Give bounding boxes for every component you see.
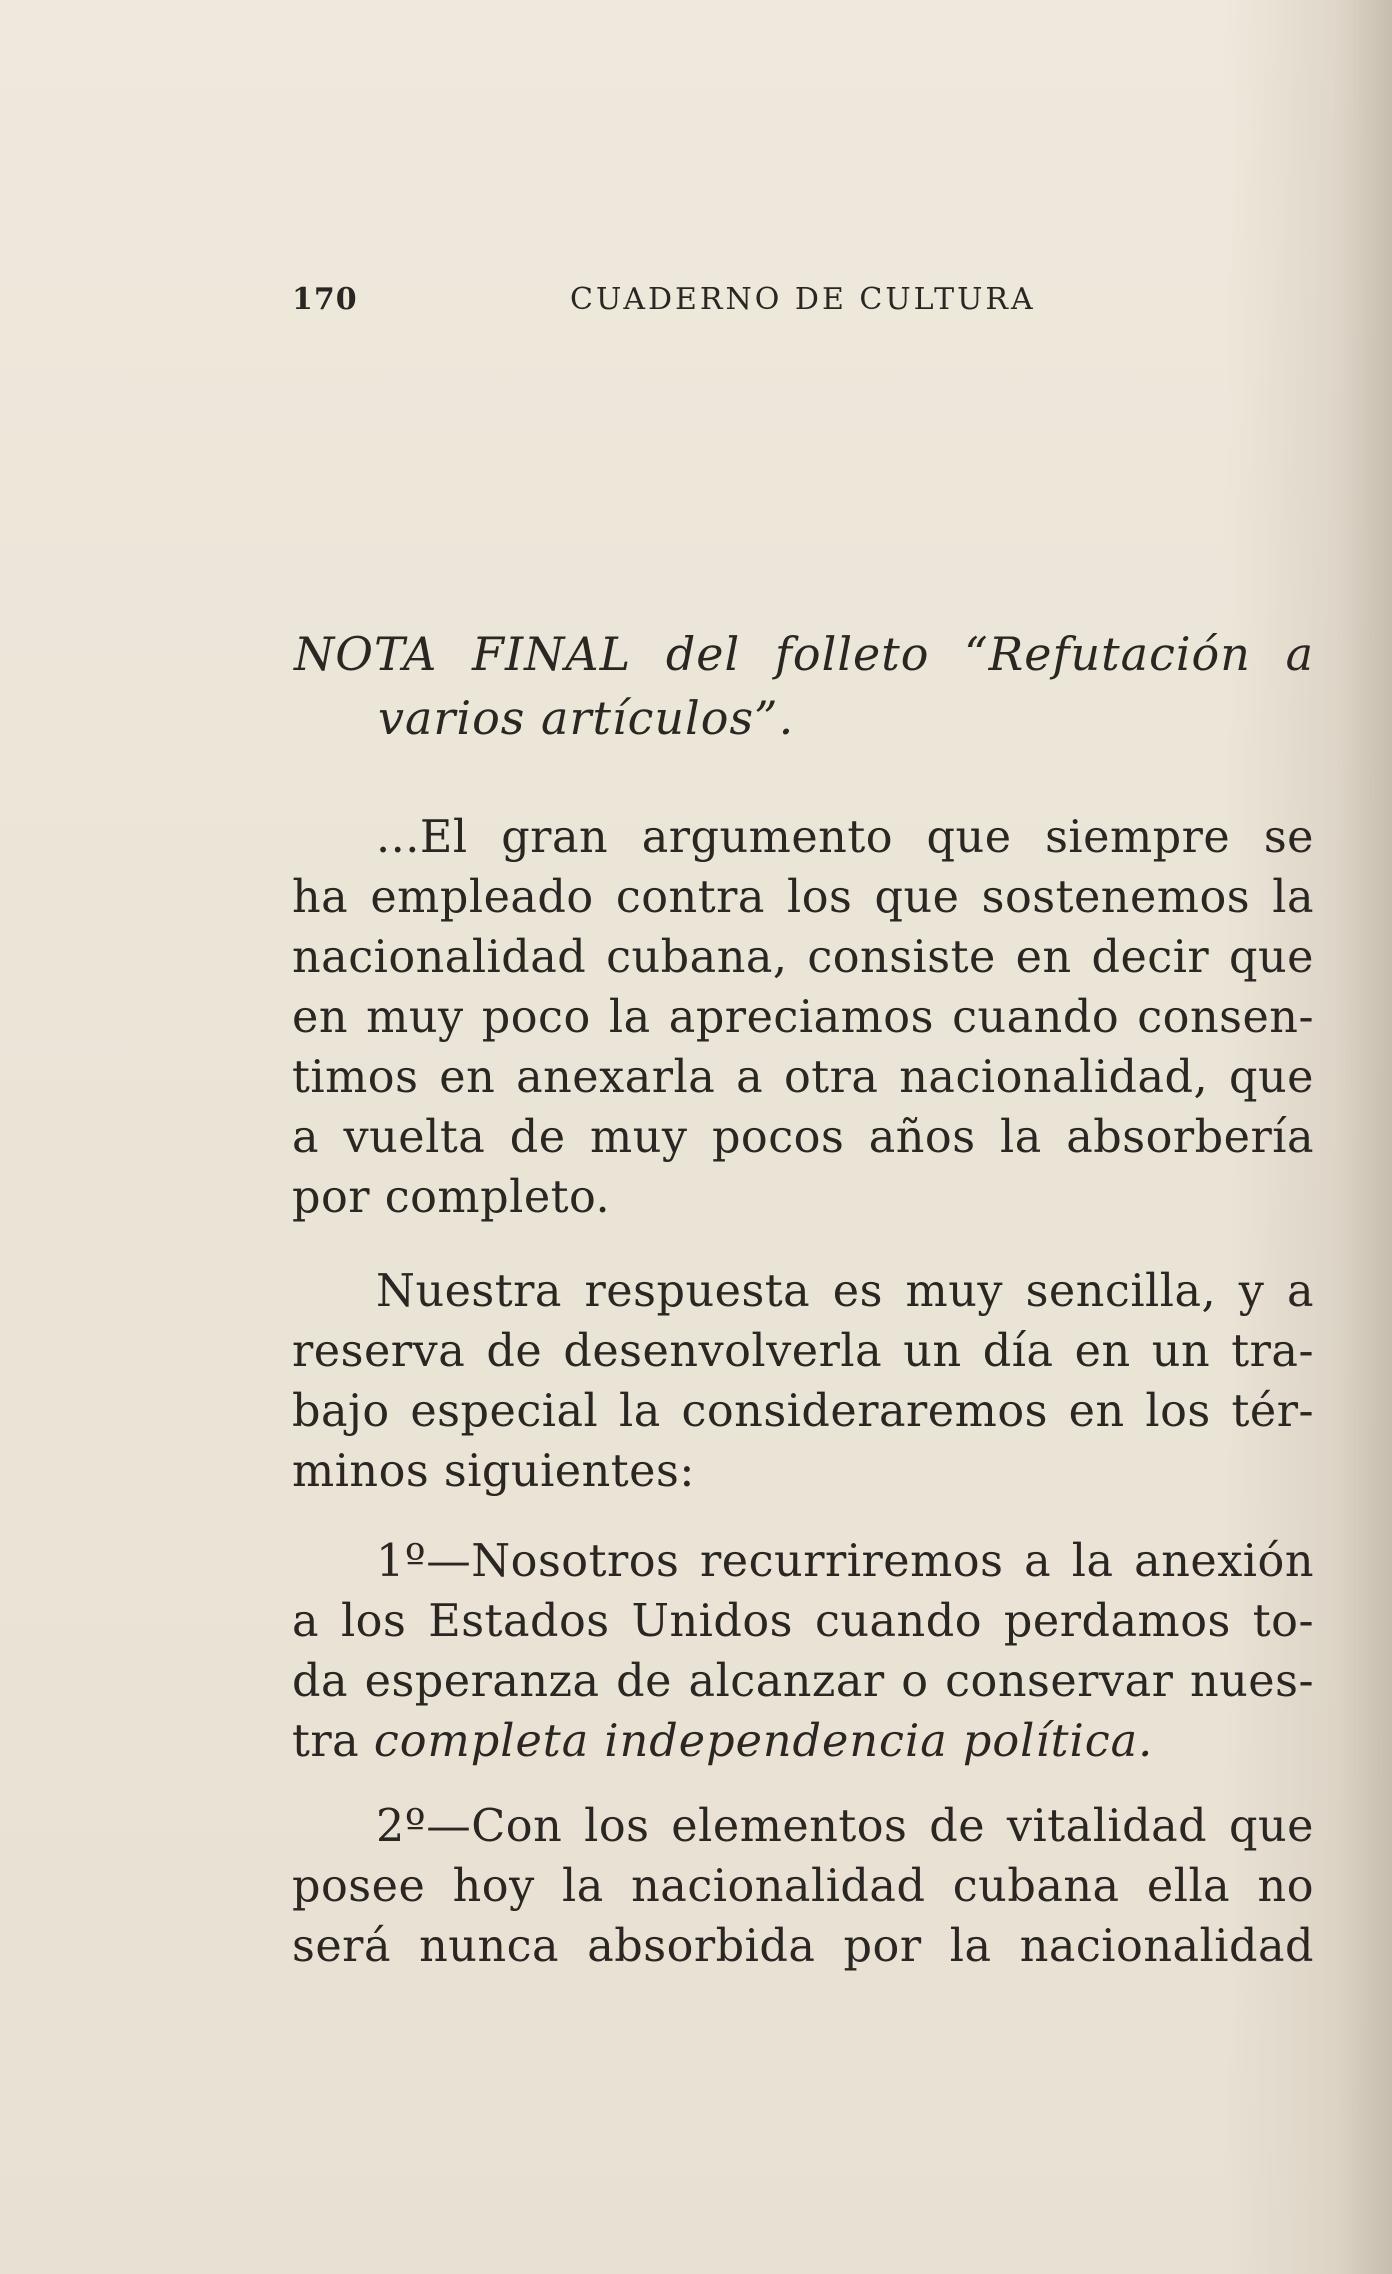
paragraph-2	[292, 1262, 1314, 1502]
text-line: 2º—Con los elementos de vitalidad que	[376, 1801, 1314, 1852]
running-head	[292, 282, 1312, 322]
paragraph-1	[292, 808, 1314, 1228]
paragraph-3	[292, 1532, 1314, 1772]
note-title-line-1: NOTA FINAL del folleto “Refutación a	[294, 627, 1314, 681]
text-line: ha empleado contra los que sostenemos la	[292, 872, 1314, 923]
emphasized-phrase: completa independencia política.	[373, 1716, 1154, 1767]
text-line: minos siguientes:	[292, 1446, 695, 1497]
note-title-line-2: varios artículos”.	[378, 691, 795, 745]
text-line: Nuestra respuesta es muy sencilla, y a	[376, 1266, 1314, 1317]
note-title	[294, 622, 1314, 750]
text-line: reserva de desenvolverla un día en un tra-	[292, 1326, 1314, 1377]
text-line: bajo especial la consideraremos en los tér-	[292, 1386, 1314, 1437]
paragraph-4	[292, 1797, 1314, 1977]
text-line: da esperanza de alcanzar o conservar nues-	[292, 1656, 1314, 1707]
text-line: a los Estados Unidos cuando perdamos to-	[292, 1596, 1314, 1647]
text-line: será nunca absorbida por la nacionalidad	[292, 1921, 1314, 1972]
show-through-shading	[290, 372, 1310, 612]
text-line: por completo.	[292, 1172, 611, 1223]
page-number: 170	[292, 282, 358, 317]
text-line: posee hoy la nacionalidad cubana ella no	[292, 1861, 1314, 1912]
text-line: nacionalidad cubana, consiste en decir que	[292, 932, 1314, 983]
text-line: en muy poco la apreciamos cuando consen-	[292, 992, 1314, 1043]
running-title: CUADERNO DE CULTURA	[570, 282, 1036, 317]
text-line: 1º—Nosotros recurriremos a la anexión	[376, 1536, 1314, 1587]
text-line: a vuelta de muy pocos años la absorbería	[292, 1112, 1314, 1163]
text-line-prefix: tra	[292, 1716, 374, 1767]
text-line	[292, 1712, 1314, 1772]
text-line: timos en anexarla a otra nacionalidad, que	[292, 1052, 1314, 1103]
text-line: ...El gran argumento que siempre se	[376, 812, 1314, 863]
